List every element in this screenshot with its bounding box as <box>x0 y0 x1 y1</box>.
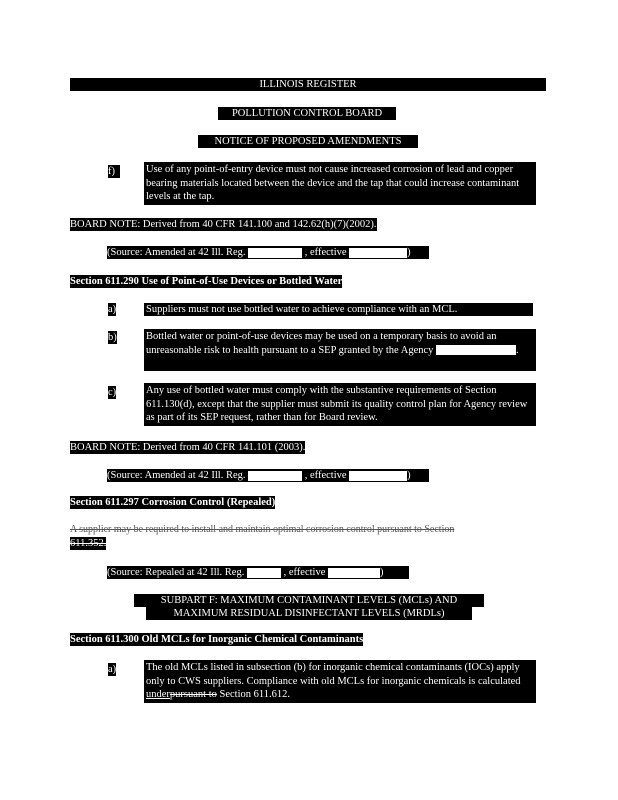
item-300a-inserted: under <box>146 689 170 700</box>
source-2-effective: , effective <box>304 470 347 481</box>
item-290b-redaction <box>436 345 516 355</box>
source-1-close: ) <box>407 247 411 258</box>
board-note-1: BOARD NOTE: Derived from 40 CFR 141.100 and 142.62(h)(7)(2002). <box>70 219 377 230</box>
source-3-blank-date <box>328 568 380 578</box>
source-2-prefix: (Source: Amended at 42 Ill. Reg. <box>107 470 246 481</box>
item-f-text: Use of any point-of-entry device must not cause increased corrosion of lead and copper bearing materials located between the device and the tap that could increase contaminant levels at the tap. <box>144 162 536 205</box>
board-title: POLLUTION CONTROL BOARD <box>231 108 383 119</box>
source-note-2 <box>107 469 429 482</box>
repealed-text-line-2: 611.352. <box>70 538 107 549</box>
source-note-1 <box>107 246 429 259</box>
section-611-300-heading: Section 611.300 Old MCLs for Inorganic Chemical Contaminants <box>70 634 364 645</box>
notice-title: NOTICE OF PROPOSED AMENDMENTS <box>214 136 402 147</box>
item-290b-text <box>144 329 536 371</box>
section-611-297-heading: Section 611.297 Corrosion Control (Repealed) <box>70 497 276 508</box>
item-f-label: f) <box>108 165 120 178</box>
item-290b-tail: . <box>516 344 519 356</box>
source-2-close: ) <box>407 470 411 481</box>
subpart-f-line-1: SUBPART F: MAXIMUM CONTAMINANT LEVELS (MCLs) AND <box>134 594 484 607</box>
source-2-blank-reg <box>248 471 302 481</box>
item-290b-body: Bottled water or point-of-use devices may be used on a temporary basis to avoid an unreasonable risk to health pursuant to a SEP granted by the Agency <box>146 331 497 356</box>
subpart-f-line-2: MAXIMUM RESIDUAL DISINFECTANT LEVELS (MRDLs) <box>146 607 472 620</box>
item-290b-label: b) <box>108 332 117 343</box>
source-1-blank-reg <box>248 248 302 258</box>
item-290a-text: Suppliers must not use bottled water to achieve compliance with an MCL. <box>144 303 533 316</box>
source-3-close: ) <box>380 567 384 578</box>
source-3-blank-reg <box>247 568 281 578</box>
source-3-effective: , effective <box>283 567 326 578</box>
item-300a-deleted: pursuant to <box>169 689 217 700</box>
source-note-3 <box>107 566 409 579</box>
register-header <box>70 78 546 91</box>
item-300a-label: a) <box>108 664 117 675</box>
section-611-290-heading: Section 611.290 Use of Point-of-Use Devices or Bottled Water <box>70 276 343 287</box>
item-290a-label: a) <box>108 304 117 315</box>
source-3-prefix: (Source: Repealed at 42 Ill. Reg. <box>107 567 245 578</box>
source-1-effective: , effective <box>304 247 347 258</box>
board-header <box>218 107 396 120</box>
source-1-prefix: (Source: Amended at 42 Ill. Reg. <box>107 247 246 258</box>
notice-header <box>198 135 418 148</box>
item-300a-text <box>144 660 536 703</box>
source-1-blank-date <box>349 248 407 258</box>
item-290c-text: Any use of bottled water must comply with the substantive requirements of Section 611.130(d), except that the supplier must submit its quality control plan for Agency review as part of its SEP request, rather than for Board review. <box>144 383 536 426</box>
item-300a-body: The old MCLs listed in subsection (b) for inorganic chemical contaminants (IOCs) apply only to CWS suppliers. Compliance with old MCLs for inorganic chemicals is calculated <box>146 662 521 687</box>
board-note-2: BOARD NOTE: Derived from 40 CFR 141.101 (2003). <box>70 442 306 453</box>
repealed-text-line-1: A supplier may be required to install and maintain optimal corrosion control pursuant to Section <box>70 524 455 535</box>
register-title: ILLINOIS REGISTER <box>259 79 357 90</box>
source-2-blank-date <box>349 471 407 481</box>
item-300a-tail: Section 611.612. <box>216 689 290 700</box>
item-290c-label: c) <box>108 387 117 398</box>
